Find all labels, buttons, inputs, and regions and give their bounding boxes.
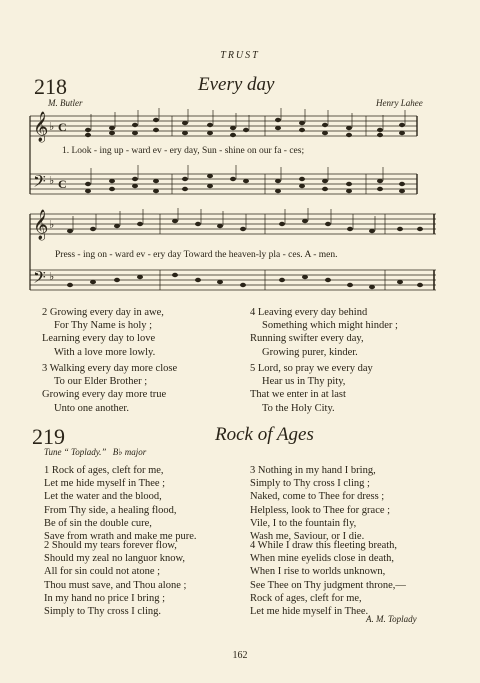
verse-3 bbox=[42, 362, 177, 415]
treble-clef-icon: 𝄞 bbox=[33, 210, 49, 239]
verse-line: 5 Lord, so pray we every day bbox=[250, 363, 373, 374]
verse-line: That we enter in at last bbox=[250, 389, 346, 401]
lyrics-line-1: 1. Look - ing up - ward ev - ery day, Sun - shine on our fa - ces; bbox=[62, 146, 305, 156]
verse-3 bbox=[250, 464, 390, 543]
hymn-number: 218 bbox=[34, 74, 67, 99]
verse-line: To our Elder Brother ; bbox=[54, 376, 148, 388]
svg-text:♭: ♭ bbox=[49, 175, 55, 187]
svg-text:C: C bbox=[58, 177, 67, 191]
music-score-system-1 bbox=[0, 108, 480, 208]
verse-line: Vile, I to the fountain fly, bbox=[250, 517, 357, 529]
bass-clef-icon: 𝄢 bbox=[33, 173, 46, 195]
verse-line: Growing purer, kinder. bbox=[262, 346, 358, 358]
verse-line: Be of sin the double cure, bbox=[44, 517, 152, 529]
verse-line: Learning every day to love bbox=[42, 333, 156, 345]
verse-line: Should my zeal no languor know, bbox=[44, 553, 186, 565]
treble-clef-icon: 𝄞 bbox=[33, 112, 49, 141]
bass-clef-icon: 𝄢 bbox=[33, 269, 46, 291]
verse-line: From Thy side, a healing flood, bbox=[44, 504, 177, 516]
verse-line: All for sin could not atone ; bbox=[44, 566, 161, 578]
verse-line: Helpless, look to Thee for grace ; bbox=[250, 504, 391, 516]
verse-line: Thou must save, and Thou alone ; bbox=[44, 579, 187, 591]
tune-name: Tune “ Toplady.” bbox=[44, 447, 107, 457]
verse-line: For Thy Name is holy ; bbox=[54, 320, 153, 332]
section-heading: TRUST bbox=[220, 50, 260, 61]
verse-line: 2 Should my tears forever flow, bbox=[44, 540, 177, 551]
hymn-title: Every day bbox=[198, 74, 275, 95]
page-number: 162 bbox=[232, 650, 248, 661]
verse-line: Hear us in Thy pity, bbox=[262, 376, 346, 388]
verse-line: When I rise to worlds unknown, bbox=[250, 566, 386, 578]
verse-line: 4 While I draw this fleeting breath, bbox=[250, 540, 398, 551]
verse-line: Something which might hinder ; bbox=[262, 320, 398, 332]
music-credit: Henry Lahee bbox=[376, 98, 423, 108]
verse-1 bbox=[44, 464, 197, 543]
verse-4 bbox=[250, 306, 398, 359]
verse-line: Simply to Thy cross I cling. bbox=[44, 606, 162, 618]
verse-line: 4 Leaving every day behind bbox=[250, 307, 368, 318]
words-credit: M. Butler bbox=[48, 98, 83, 108]
verse-line: Wash me, Saviour, or I die. bbox=[250, 531, 365, 543]
verse-line: Let me hide myself in Thee ; bbox=[44, 478, 166, 490]
verse-line: Unto one another. bbox=[54, 402, 129, 414]
tune-label bbox=[44, 447, 146, 458]
verse-line: 3 Nothing in my hand I bring, bbox=[250, 465, 376, 476]
svg-text:♭: ♭ bbox=[49, 121, 55, 133]
svg-text:C: C bbox=[58, 120, 67, 134]
verse-line: 1 Rock of ages, cleft for me, bbox=[44, 465, 164, 476]
verse-line: Simply to Thy cross I cling ; bbox=[250, 478, 370, 490]
verse-line: Let the water and the blood, bbox=[44, 491, 162, 503]
verse-2 bbox=[44, 539, 186, 618]
svg-text:♭: ♭ bbox=[49, 271, 55, 283]
verse-5 bbox=[250, 362, 373, 415]
lyrics-line-2: Press - ing on - ward ev - ery day Toward the heaven-ly pla - ces. A - men. bbox=[55, 250, 338, 260]
verse-line: Growing every day more true bbox=[42, 389, 167, 401]
verse-4 bbox=[250, 539, 406, 618]
verse-line: Running swifter every day, bbox=[250, 333, 364, 345]
verse-line: When mine eyelids close in death, bbox=[250, 553, 395, 565]
verse-line: 3 Walking every day more close bbox=[42, 363, 178, 374]
verse-line: In my hand no price I bring ; bbox=[44, 592, 166, 604]
verse-line: Rock of ages, cleft for me, bbox=[250, 592, 362, 604]
verse-line: Save from wrath and make me pure. bbox=[44, 531, 197, 543]
author-credit: A. M. Toplady bbox=[366, 614, 417, 624]
verse-line: With a love more lowly. bbox=[54, 346, 156, 358]
verse-2 bbox=[42, 306, 164, 359]
verse-line: 2 Growing every day in awe, bbox=[42, 307, 164, 318]
svg-text:♭: ♭ bbox=[49, 219, 55, 231]
key-signature: B♭ major bbox=[112, 447, 147, 457]
verse-line: Let me hide myself in Thee. bbox=[250, 606, 369, 618]
verse-line: Naked, come to Thee for dress ; bbox=[250, 491, 385, 503]
verse-line: See Thee on Thy judgment throne,— bbox=[250, 579, 406, 591]
verse-line: To the Holy City. bbox=[262, 402, 335, 414]
hymn-number: 219 bbox=[32, 424, 65, 449]
hymn-title: Rock of Ages bbox=[215, 424, 314, 445]
